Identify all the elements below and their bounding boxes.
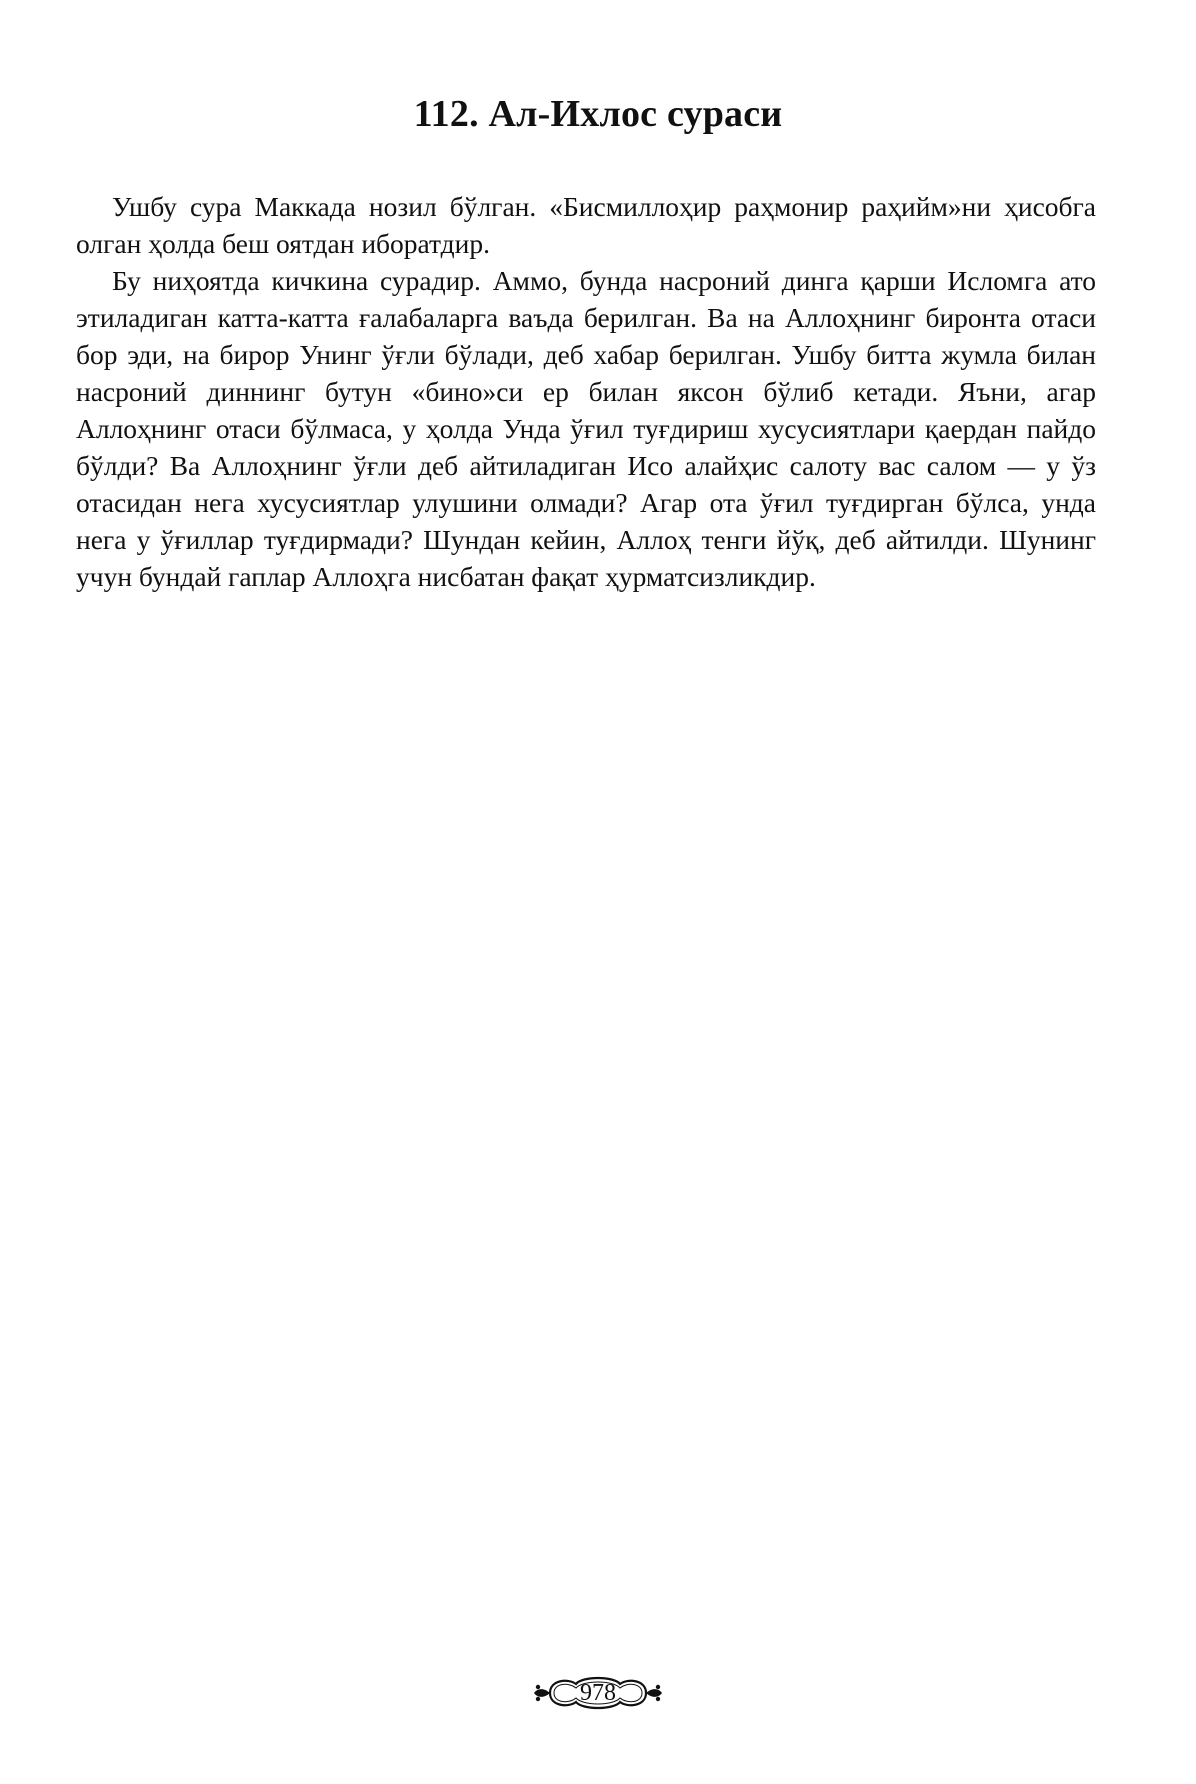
chapter-heading: 112. Ал-Ихлос сураси bbox=[413, 93, 783, 135]
paragraph-1: Ушбу сура Маккада нозил бўлган. «Бисмиллоҳир раҳмонир раҳийм»ни ҳисобга олган ҳолда беш оятдан иборатдир. bbox=[76, 191, 1096, 259]
body-text bbox=[76, 188, 1096, 595]
page-number-ornament bbox=[0, 1668, 1196, 1718]
page-number: 978 bbox=[580, 1680, 616, 1706]
paragraph-2: Бу ниҳоятда кичкина сурадир. Аммо, бунда насроний динга қарши Исломга ато этиладиган катта-катта ғалабаларга ваъда берилган. Ва на Аллоҳнинг биронта отаси бор эди, на бирор Унинг ўғли бўлади, деб хабар берилган. Ушбу битта жумла билан насроний диннинг бутун «бино»си ер билан яксон бўлиб кетади. Яъни, агар Аллоҳнинг отаси бўлмаса, у ҳолда Унда ўғил туғдириш хусусиятлари қаердан пайдо бўлди? Ва Аллоҳнинг ўғли деб айтиладиган Исо алайҳис салоту вас салом — у ўз отасидан нега хусусиятлар улушини олмади? Агар ота ўғил туғдирган бўлса, унда нега у ўғиллар туғдирмади? Шундан кейин, Аллоҳ тенги йўқ, деб айтилди. Шунинг учун бундай гаплар Аллоҳга нисбатан фақат ҳурматсизликдир. bbox=[76, 265, 1096, 592]
